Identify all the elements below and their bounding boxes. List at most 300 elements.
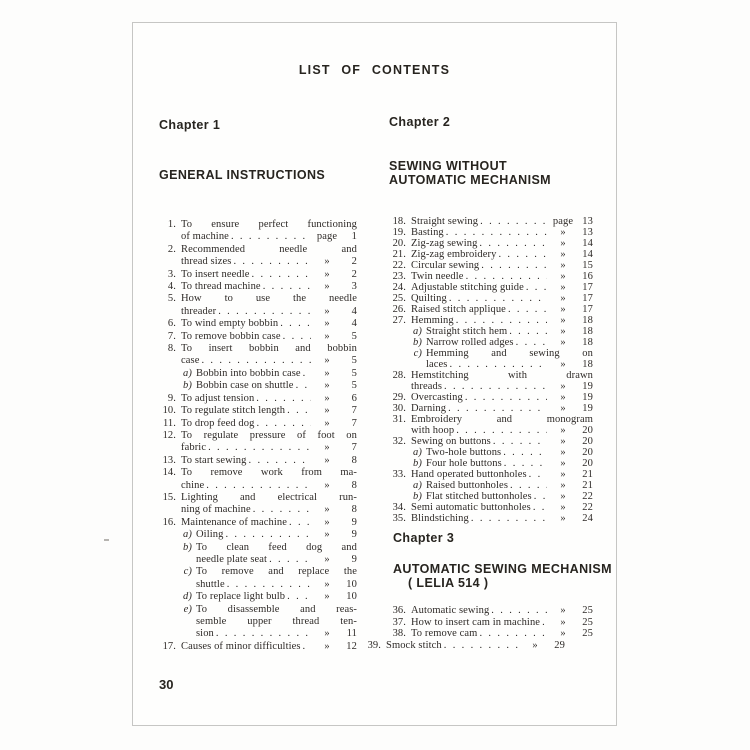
- dot-leader: [256, 418, 311, 430]
- dot-leader: [491, 605, 547, 617]
- dot-leader: [206, 480, 311, 492]
- toc-item-body: [181, 219, 357, 244]
- toc-item-number: 8.: [167, 343, 176, 355]
- toc-item-text: How to insert cam in machine: [411, 616, 541, 628]
- toc-item-text: fabric: [181, 442, 207, 454]
- toc-item-number: a): [183, 529, 192, 541]
- page-ref-symbol: »: [560, 447, 566, 458]
- toc-item-text: Twin needle: [411, 271, 464, 282]
- page-ref-symbol: »: [560, 469, 566, 480]
- toc-item-number: 21.: [392, 249, 406, 260]
- toc-item-last-line: [196, 380, 357, 392]
- page-ref-number: 5: [351, 355, 357, 367]
- page-ref-symbol: »: [324, 268, 330, 280]
- toc-item-body: [411, 282, 593, 293]
- toc-item-text: Straight stitch hem: [426, 326, 508, 337]
- toc-item-number: 5.: [167, 293, 176, 305]
- toc-item: [389, 605, 593, 617]
- toc-item: [159, 492, 357, 517]
- page-ref-symbol: »: [560, 403, 566, 414]
- toc-item: [389, 326, 593, 337]
- toc-list-chapter-1: [159, 219, 357, 653]
- page-ref-number: 13: [582, 227, 593, 238]
- page-ref-symbol: »: [324, 442, 330, 454]
- toc-item-text: To start sewing: [181, 454, 247, 466]
- book-page: [132, 22, 617, 726]
- toc-item-text: threader: [181, 305, 217, 317]
- page-ref-number: 25: [582, 628, 593, 640]
- toc-item-body: [411, 414, 593, 436]
- toc-item-text: sion: [196, 628, 214, 640]
- toc-item-number: 23.: [392, 271, 406, 282]
- toc-item-text: Zig-zag embroidery: [411, 249, 497, 260]
- dot-leader: [227, 579, 311, 591]
- toc-item: [389, 513, 593, 524]
- dot-leader: [481, 260, 547, 271]
- page-ref-number: 18: [582, 337, 593, 348]
- toc-item-text: ning of machine: [181, 504, 251, 516]
- toc-item-body: [181, 244, 357, 269]
- toc-item-number: 25.: [392, 293, 406, 304]
- toc-item-text: Hand operated buttonholes: [411, 469, 527, 480]
- toc-item-line: Hemstitching with drawn: [411, 370, 593, 381]
- toc-item-body: [411, 315, 593, 326]
- toc-item-last-line: [411, 293, 593, 304]
- toc-item-body: [426, 447, 593, 458]
- toc-item: [159, 219, 357, 244]
- toc-item-last-line: [181, 405, 357, 417]
- toc-item: [389, 436, 593, 447]
- toc-item-body: [411, 249, 593, 260]
- page-ref-number: 25: [582, 605, 593, 616]
- toc-item: [389, 414, 593, 436]
- toc-item: [159, 529, 357, 541]
- toc-item-text: case: [181, 355, 200, 367]
- toc-item-body: [181, 492, 357, 517]
- page-ref-symbol: »: [324, 392, 330, 404]
- dot-leader: [510, 480, 547, 491]
- dot-leader: [449, 293, 547, 304]
- toc-item-number: 29.: [392, 392, 406, 403]
- page-ref-number: 7: [351, 405, 357, 417]
- toc-item: [159, 517, 357, 529]
- page-ref-number: 16: [582, 271, 593, 282]
- section-title-sewing-without-automatic-mechanism: [389, 159, 551, 187]
- chapter-3-label: Chapter 3: [393, 531, 455, 545]
- toc-item-body: [181, 318, 357, 330]
- toc-item-line: To clean feed dog and: [196, 541, 357, 553]
- dot-leader: [526, 282, 547, 293]
- toc-item-text: Four hole buttons: [426, 458, 502, 469]
- toc-item-last-line: [411, 227, 593, 238]
- page-ref-number: 22: [582, 502, 593, 513]
- section-title-line: AUTOMATIC SEWING MECHANISM: [393, 562, 612, 576]
- toc-item-last-line: [411, 628, 593, 640]
- page-ref-symbol: »: [324, 553, 330, 565]
- toc-item-last-line: [196, 529, 357, 541]
- toc-item-number: 2.: [167, 243, 176, 255]
- toc-item-body: [181, 405, 357, 417]
- toc-item: [389, 293, 593, 304]
- page-number: 30: [159, 677, 174, 692]
- toc-item-text: needle plate seat: [196, 553, 268, 565]
- dot-leader: [479, 238, 547, 249]
- dot-leader: [479, 628, 547, 640]
- toc-item-text: Straight sewing: [411, 216, 479, 227]
- toc-item-body: [411, 605, 593, 617]
- toc-item-last-line: [181, 281, 357, 293]
- toc-item-last-line: [181, 480, 357, 492]
- page-ref-number: 6: [351, 392, 357, 404]
- toc-item: [159, 244, 357, 269]
- toc-item-body: [181, 393, 357, 405]
- page-ref-number: 20: [582, 447, 593, 458]
- toc-item-last-line: [181, 418, 357, 430]
- page-ref-number: 11: [346, 628, 357, 640]
- page-ref-symbol: »: [324, 318, 330, 330]
- toc-item: [159, 331, 357, 343]
- page-ref-symbol: »: [324, 516, 330, 528]
- toc-item-text: To wind empty bobbin: [181, 318, 279, 330]
- toc-item-number: c): [413, 348, 422, 359]
- section-title-line: AUTOMATIC MECHANISM: [389, 173, 551, 187]
- toc-item-text: Semi automatic buttonholes: [411, 502, 531, 513]
- dot-leader: [233, 256, 311, 268]
- toc-item-text: Causes of minor difficulties: [181, 640, 301, 652]
- toc-item: [159, 393, 357, 405]
- toc-item-line: Recommended needle and: [181, 243, 357, 255]
- page-ref-symbol: »: [560, 425, 566, 436]
- page-ref-symbol: »: [324, 355, 330, 367]
- toc-item-last-line: [386, 640, 565, 652]
- toc-item: [159, 293, 357, 318]
- dot-leader: [216, 628, 311, 640]
- page-ref-number: 14: [582, 238, 593, 249]
- page-ref-symbol: »: [532, 639, 538, 651]
- page-ref-symbol: »: [560, 260, 566, 271]
- toc-item-last-line: [411, 469, 593, 480]
- page-ref-symbol: »: [324, 479, 330, 491]
- toc-item-last-line: [411, 513, 593, 524]
- page-ref-symbol: »: [560, 238, 566, 249]
- toc-item-text: shuttle: [196, 578, 225, 590]
- toc-item-line: To remove work from ma-: [181, 467, 357, 479]
- toc-item-last-line: [196, 628, 357, 640]
- toc-item-text: To adjust tension: [181, 392, 255, 404]
- toc-item-number: b): [183, 380, 192, 392]
- toc-item-last-line: [181, 355, 357, 367]
- toc-item: [389, 480, 593, 491]
- toc-item-last-line: [411, 238, 593, 249]
- toc-item-text: Darning: [411, 403, 447, 414]
- toc-item-number: 17.: [162, 640, 176, 652]
- page-ref-number: 18: [582, 359, 593, 370]
- toc-item-text: To drop feed dog: [181, 417, 255, 429]
- toc-item: [389, 469, 593, 480]
- page-ref-number: 17: [582, 304, 593, 315]
- toc-item-last-line: [411, 381, 593, 392]
- toc-item: [389, 392, 593, 403]
- toc-item-text: thread sizes: [181, 256, 232, 268]
- page-ref-number: 10: [346, 591, 357, 603]
- page-ref-symbol: »: [324, 330, 330, 342]
- toc-item-last-line: [426, 326, 593, 337]
- toc-item-last-line: [411, 605, 593, 617]
- dot-leader: [456, 425, 547, 436]
- dot-leader: [225, 529, 311, 541]
- toc-item-text: Automatic sewing: [411, 605, 490, 616]
- toc-item-number: 6.: [167, 318, 176, 330]
- toc-item: [159, 430, 357, 455]
- page-ref-symbol: »: [560, 271, 566, 282]
- toc-item-body: [196, 542, 357, 567]
- toc-item-line: To disassemble and reas-: [196, 603, 357, 615]
- toc-item-body: [181, 343, 357, 368]
- page-ref-symbol: »: [324, 529, 330, 541]
- toc-item-text: To replace light bulb: [196, 591, 286, 603]
- dot-leader: [201, 355, 311, 367]
- toc-item-last-line: [411, 617, 593, 629]
- dot-leader: [280, 318, 311, 330]
- dot-leader: [303, 641, 311, 653]
- toc-item-last-line: [181, 455, 357, 467]
- toc-item-text: Oiling: [196, 529, 224, 541]
- toc-item-number: 4.: [167, 281, 176, 293]
- page-ref-number: 9: [351, 553, 357, 565]
- toc-item-body: [181, 455, 357, 467]
- toc-item: [389, 238, 593, 249]
- page-ref-number: 8: [351, 504, 357, 516]
- page-ref-symbol: »: [560, 458, 566, 469]
- toc-item: [159, 269, 357, 281]
- toc-item-text: Raised stitch applique: [411, 304, 506, 315]
- toc-item-number: 13.: [162, 454, 176, 466]
- toc-item-number: 3.: [167, 268, 176, 280]
- dot-leader: [446, 227, 547, 238]
- toc-item-number: 26.: [392, 304, 406, 315]
- toc-item-text: Overcasting: [411, 392, 463, 403]
- toc-item-number: d): [183, 591, 192, 603]
- toc-item-last-line: [196, 591, 357, 603]
- dot-leader: [493, 436, 547, 447]
- toc-item-number: 18.: [392, 216, 406, 227]
- dot-leader: [508, 304, 547, 315]
- toc-item-last-line: [181, 641, 357, 653]
- toc-item-number: 34.: [392, 502, 406, 513]
- toc-item-body: [386, 640, 565, 652]
- toc-item: [389, 282, 593, 293]
- page-ref-number: 25: [582, 616, 593, 628]
- dot-leader: [534, 491, 547, 502]
- toc-item-body: [196, 380, 357, 392]
- toc-item-number: 28.: [392, 370, 406, 381]
- toc-item-last-line: [426, 337, 593, 348]
- page-ref-symbol: »: [560, 480, 566, 491]
- toc-item-last-line: [181, 393, 357, 405]
- toc-item-number: b): [183, 541, 192, 553]
- page-ref-number: 2: [351, 268, 357, 280]
- dot-leader: [252, 269, 311, 281]
- toc-item-body: [181, 641, 357, 653]
- toc-item-last-line: [181, 231, 357, 243]
- toc-item-text: To remove cam: [411, 628, 478, 640]
- toc-item-number: 39.: [367, 639, 381, 651]
- toc-item-body: [181, 281, 357, 293]
- toc-item-number: 1.: [167, 219, 176, 230]
- toc-item-text: Narrow rolled adges: [426, 337, 514, 348]
- toc-item-text: of machine: [181, 231, 229, 243]
- dot-leader: [504, 458, 547, 469]
- toc-item: [389, 628, 593, 640]
- toc-item-number: b): [413, 337, 422, 348]
- page-ref-symbol: »: [560, 491, 566, 502]
- dot-leader: [448, 403, 547, 414]
- toc-item-number: 30.: [392, 403, 406, 414]
- toc-item-body: [181, 430, 357, 455]
- page-ref-number: 13: [582, 216, 593, 227]
- page-ref-symbol: »: [560, 436, 566, 447]
- toc-item: [159, 455, 357, 467]
- dot-leader: [283, 331, 311, 343]
- page-ref-symbol: »: [324, 405, 330, 417]
- toc-item-last-line: [411, 249, 593, 260]
- toc-item-line: To ensure perfect functioning: [181, 219, 357, 230]
- toc-item: [159, 467, 357, 492]
- toc-item: [159, 405, 357, 417]
- toc-item: [389, 447, 593, 458]
- toc-item-last-line: [411, 260, 593, 271]
- toc-list-chapter-2: [389, 216, 593, 524]
- toc-item-number: 9.: [167, 392, 176, 404]
- toc-item: [159, 418, 357, 430]
- toc-item-body: [181, 418, 357, 430]
- toc-item-body: [426, 491, 593, 502]
- page-ref-symbol: »: [560, 282, 566, 293]
- toc-item: [364, 640, 593, 652]
- toc-item-body: [411, 513, 593, 524]
- page-ref-symbol: »: [324, 281, 330, 293]
- toc-item-last-line: [411, 425, 593, 436]
- page-ref-number: 8: [351, 454, 357, 466]
- toc-item: [389, 502, 593, 513]
- toc-item-last-line: [411, 392, 593, 403]
- toc-item-last-line: [411, 282, 593, 293]
- toc-item: [389, 249, 593, 260]
- section-title-line: GENERAL INSTRUCTIONS: [159, 168, 326, 182]
- chapter-2-label: Chapter 2: [389, 115, 451, 129]
- toc-item-number: 16.: [162, 516, 176, 528]
- page-ref-symbol: »: [324, 504, 330, 516]
- toc-item-last-line: [411, 502, 593, 513]
- toc-item-body: [426, 348, 593, 370]
- page-ref-symbol: »: [560, 227, 566, 238]
- dot-leader: [533, 502, 547, 513]
- page-ref-number: 18: [582, 326, 593, 337]
- page-ref-symbol: page: [316, 231, 338, 243]
- toc-item: [159, 591, 357, 603]
- toc-item-text: Raised buttonholes: [426, 480, 509, 491]
- toc-item-body: [411, 293, 593, 304]
- page-ref-number: 4: [351, 305, 357, 317]
- toc-item-last-line: [411, 271, 593, 282]
- toc-item-body: [426, 480, 593, 491]
- dot-leader: [256, 393, 311, 405]
- toc-item-text: laces: [426, 359, 448, 370]
- page-ref-number: 20: [582, 425, 593, 436]
- page-ref-symbol: »: [560, 513, 566, 524]
- toc-item-number: c): [183, 566, 192, 578]
- toc-item-last-line: [181, 331, 357, 343]
- toc-item-number: 35.: [392, 513, 406, 524]
- page-ref-symbol: »: [560, 249, 566, 260]
- toc-item-body: [181, 293, 357, 318]
- dot-leader: [269, 554, 311, 566]
- page-ref-symbol: »: [324, 256, 330, 268]
- page-ref-symbol: »: [560, 502, 566, 513]
- page-ref-symbol: »: [560, 381, 566, 392]
- toc-item-number: 24.: [392, 282, 406, 293]
- page-ref-symbol: »: [560, 293, 566, 304]
- page-ref-number: 17: [582, 293, 593, 304]
- toc-item-last-line: [181, 504, 357, 516]
- page-ref-symbol: »: [324, 640, 330, 652]
- toc-item: [389, 348, 593, 370]
- toc-item-last-line: [426, 458, 593, 469]
- toc-item-text: chine: [181, 479, 205, 491]
- toc-item-number: 11.: [162, 417, 176, 429]
- toc-item-number: 27.: [392, 315, 406, 326]
- toc-item-last-line: [411, 216, 593, 227]
- toc-item-body: [181, 467, 357, 492]
- toc-item: [159, 380, 357, 392]
- dot-leader: [516, 337, 547, 348]
- chapter-1-label: Chapter 1: [159, 118, 221, 132]
- toc-item-text: Flat stitched buttonholes: [426, 491, 532, 502]
- toc-item-body: [196, 529, 357, 541]
- toc-item: [389, 370, 593, 392]
- toc-item-text: Bobbin into bobbin case: [196, 367, 301, 379]
- toc-item-last-line: [426, 359, 593, 370]
- toc-item-text: Circular sewing: [411, 260, 480, 271]
- toc-item-last-line: [181, 318, 357, 330]
- toc-item-line: Lighting and electrical run-: [181, 491, 357, 503]
- toc-item-last-line: [181, 269, 357, 281]
- page-ref-number: 20: [582, 436, 593, 447]
- page-ref-number: 17: [582, 282, 593, 293]
- toc-item-number: 22.: [392, 260, 406, 271]
- section-title-general-instructions: [159, 168, 325, 182]
- page-ref-symbol: »: [324, 628, 330, 640]
- page-ref-number: 1: [351, 231, 357, 243]
- dot-leader: [503, 447, 547, 458]
- toc-item-body: [426, 337, 593, 348]
- page-ref-symbol: »: [560, 326, 566, 337]
- toc-item-body: [411, 304, 593, 315]
- page-ref-number: 22: [582, 491, 593, 502]
- toc-item-body: [411, 238, 593, 249]
- toc-item-line: Embroidery and monogram: [411, 414, 593, 425]
- toc-item-body: [411, 260, 593, 271]
- page-ref-number: 7: [351, 442, 357, 454]
- page-ref-number: 2: [351, 256, 357, 268]
- toc-item-number: e): [183, 603, 192, 615]
- page-ref-number: 5: [351, 330, 357, 342]
- dot-leader: [287, 405, 311, 417]
- toc-item: [389, 260, 593, 271]
- toc-item-body: [426, 326, 593, 337]
- page-ref-symbol: »: [560, 304, 566, 315]
- toc-item-last-line: [426, 480, 593, 491]
